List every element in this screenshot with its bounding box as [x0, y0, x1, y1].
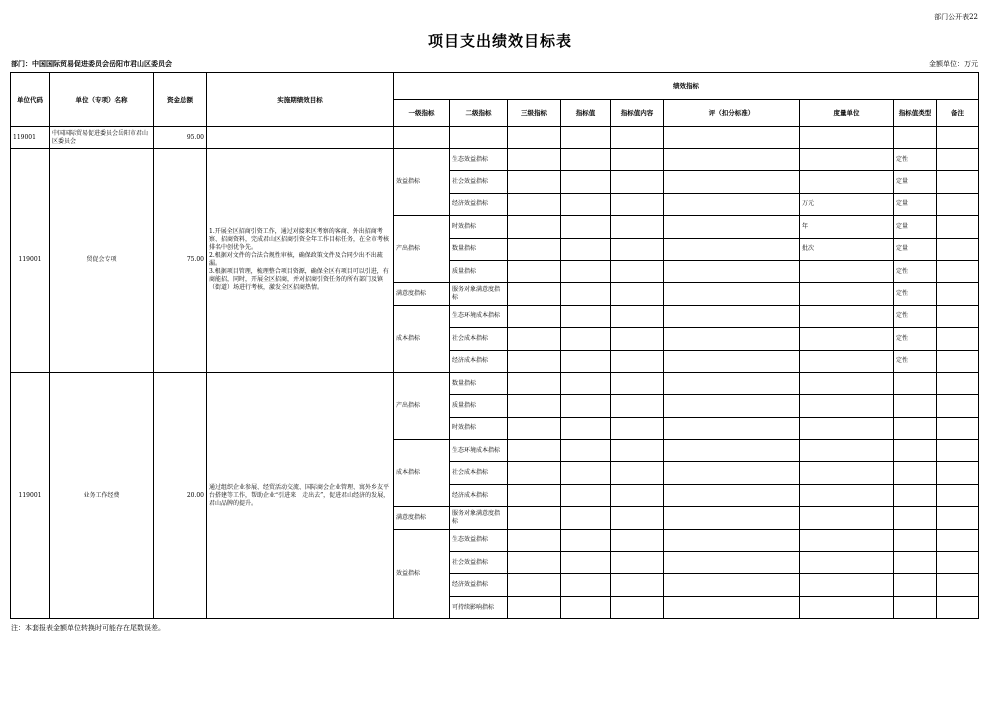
header-unit-code: 单位代码: [11, 73, 50, 127]
header-measure-unit: 度量单位: [800, 100, 894, 127]
page-title: 项目支出绩效目标表: [427, 32, 572, 50]
indicator-content: [611, 440, 664, 462]
project-goals: 1.开展全区招商引资工作，通过对接来区考察的客商、外出招商考察、招商资料，完成君山区招商引资全年工作目标任务，在全市考核排名中创优争先。 2.根据对文件的合法合规性审核，确保政策文件及合同少出不出疏漏。 3.根据项目管理，梳理整合项目资源，确保全区有项目可以引进，有商能招，同时，开展全区招商，并对招商引资任务的所有部门及镇（街道）场进行考核，激发全区招商热情。: [207, 149, 394, 373]
level2-indicator: 社会成本指标: [450, 462, 508, 484]
level2-indicator: 社会效益指标: [450, 171, 508, 193]
value-type: 定性: [894, 283, 937, 305]
indicator-value: [561, 149, 611, 171]
indicator-criteria: [664, 260, 800, 282]
level3-indicator: [508, 238, 561, 260]
indicator-value: [561, 529, 611, 551]
measure-unit: [800, 171, 894, 193]
level2-indicator: 生态效益指标: [450, 529, 508, 551]
summary-name: 中国国际贸易促进委员会岳阳市君山区委员会: [50, 127, 154, 149]
project-amount: 75.00: [154, 149, 207, 373]
level3-indicator: [508, 484, 561, 506]
measure-unit: [800, 552, 894, 574]
project-amount: 20.00: [154, 372, 207, 618]
header-criteria: 评（扣分标准）: [664, 100, 800, 127]
indicator-value: [561, 283, 611, 305]
indicator-criteria: [664, 216, 800, 238]
value-type: [894, 462, 937, 484]
remark: [937, 350, 979, 372]
measure-unit: [800, 507, 894, 529]
performance-goals-table: [10, 72, 979, 619]
measure-unit: [800, 484, 894, 506]
measure-unit: [800, 260, 894, 282]
level1-indicator: 成本指标: [394, 305, 450, 372]
measure-unit: 年: [800, 216, 894, 238]
measure-unit: [800, 283, 894, 305]
indicator-content: [611, 529, 664, 551]
indicator-content: [611, 350, 664, 372]
level2-indicator: 时效指标: [450, 216, 508, 238]
measure-unit: [800, 395, 894, 417]
level2-indicator: 生态环境成本指标: [450, 440, 508, 462]
measure-unit: [800, 149, 894, 171]
header-content: 指标值内容: [611, 100, 664, 127]
remark: [937, 372, 979, 394]
measure-unit: 万元: [800, 193, 894, 215]
header-perf-indicators: 绩效指标: [394, 73, 979, 100]
level2-indicator: 时效指标: [450, 417, 508, 439]
remark: [937, 462, 979, 484]
remark: [937, 417, 979, 439]
indicator-content: [611, 484, 664, 506]
indicator-row: [11, 149, 979, 171]
level1-indicator: 满意度指标: [394, 507, 450, 529]
remark: [937, 171, 979, 193]
level3-indicator: [508, 440, 561, 462]
value-type: [894, 552, 937, 574]
measure-unit: [800, 529, 894, 551]
level3-indicator: [508, 574, 561, 596]
remark: [937, 238, 979, 260]
summary-code: 119001: [11, 127, 50, 149]
value-type: 定性: [894, 350, 937, 372]
indicator-content: [611, 462, 664, 484]
level3-indicator: [508, 417, 561, 439]
value-type: 定性: [894, 305, 937, 327]
summary-goals: [207, 127, 394, 149]
header-level3: 三级指标: [508, 100, 561, 127]
level2-indicator: 经济成本指标: [450, 484, 508, 506]
remark: [937, 484, 979, 506]
level2-indicator: 数量指标: [450, 238, 508, 260]
level2-indicator: 生态效益指标: [450, 149, 508, 171]
indicator-value: [561, 216, 611, 238]
remark: [937, 193, 979, 215]
indicator-criteria: [664, 305, 800, 327]
indicator-value: [561, 238, 611, 260]
remark: [937, 440, 979, 462]
indicator-content: [611, 552, 664, 574]
remark: [937, 507, 979, 529]
level1-indicator: 效益指标: [394, 149, 450, 216]
indicator-content: [611, 260, 664, 282]
indicator-criteria: [664, 529, 800, 551]
table-body: [11, 127, 979, 619]
header-value: 指标值: [561, 100, 611, 127]
measure-unit: [800, 305, 894, 327]
header-value-type: 指标值类型: [894, 100, 937, 127]
measure-unit: [800, 462, 894, 484]
value-type: [894, 484, 937, 506]
indicator-content: [611, 328, 664, 350]
indicator-value: [561, 417, 611, 439]
footnote: 注：本套报表金额单位转换时可能存在尾数误差。: [11, 624, 165, 632]
indicator-criteria: [664, 350, 800, 372]
remark: [937, 574, 979, 596]
indicator-row: [11, 372, 979, 394]
indicator-criteria: [664, 417, 800, 439]
level1-indicator: 效益指标: [394, 529, 450, 619]
value-type: 定量: [894, 171, 937, 193]
measure-unit: [800, 574, 894, 596]
remark: [937, 283, 979, 305]
indicator-value: [561, 440, 611, 462]
level1-indicator: 成本指标: [394, 440, 450, 507]
remark: [937, 395, 979, 417]
remark: [937, 149, 979, 171]
remark: [937, 552, 979, 574]
level2-indicator: 数量指标: [450, 372, 508, 394]
indicator-content: [611, 171, 664, 193]
level3-indicator: [508, 283, 561, 305]
level3-indicator: [508, 171, 561, 193]
value-type: 定量: [894, 193, 937, 215]
level2-indicator: 经济效益指标: [450, 193, 508, 215]
remark: [937, 596, 979, 618]
level2-indicator: 经济成本指标: [450, 350, 508, 372]
value-type: [894, 395, 937, 417]
level3-indicator: [508, 552, 561, 574]
indicator-content: [611, 238, 664, 260]
indicator-value: [561, 328, 611, 350]
indicator-criteria: [664, 440, 800, 462]
indicator-value: [561, 395, 611, 417]
indicator-value: [561, 484, 611, 506]
level2-indicator: 社会效益指标: [450, 552, 508, 574]
value-type: [894, 596, 937, 618]
indicator-value: [561, 171, 611, 193]
level3-indicator: [508, 193, 561, 215]
header-total-funds: 资金总额: [154, 73, 207, 127]
indicator-value: [561, 552, 611, 574]
indicator-criteria: [664, 238, 800, 260]
indicator-content: [611, 574, 664, 596]
summary-row: [11, 127, 979, 149]
level2-indicator: 质量指标: [450, 395, 508, 417]
level3-indicator: [508, 260, 561, 282]
indicator-value: [561, 260, 611, 282]
measure-unit: [800, 328, 894, 350]
level3-indicator: [508, 305, 561, 327]
indicator-criteria: [664, 372, 800, 394]
project-name: 业务工作经费: [50, 372, 154, 618]
level1-indicator: 满意度指标: [394, 283, 450, 305]
summary-amount: 95.00: [154, 127, 207, 149]
level3-indicator: [508, 529, 561, 551]
indicator-criteria: [664, 507, 800, 529]
indicator-content: [611, 417, 664, 439]
indicator-criteria: [664, 484, 800, 506]
value-type: [894, 507, 937, 529]
value-type: 定性: [894, 149, 937, 171]
level2-indicator: 生态环境成本指标: [450, 305, 508, 327]
remark: [937, 216, 979, 238]
remark: [937, 260, 979, 282]
indicator-criteria: [664, 283, 800, 305]
level3-indicator: [508, 507, 561, 529]
measure-unit: 批次: [800, 238, 894, 260]
indicator-value: [561, 596, 611, 618]
remark: [937, 529, 979, 551]
level2-indicator: 可持续影响指标: [450, 596, 508, 618]
level3-indicator: [508, 372, 561, 394]
level2-indicator: 服务对象满意度指标: [450, 507, 508, 529]
indicator-content: [611, 395, 664, 417]
remark: [937, 305, 979, 327]
measure-unit: [800, 440, 894, 462]
indicator-value: [561, 350, 611, 372]
level2-indicator: 社会成本指标: [450, 328, 508, 350]
indicator-criteria: [664, 149, 800, 171]
value-type: [894, 440, 937, 462]
indicator-content: [611, 216, 664, 238]
value-type: 定量: [894, 238, 937, 260]
indicator-criteria: [664, 596, 800, 618]
amount-unit-label: 金额单位：万元: [929, 60, 978, 68]
value-type: [894, 574, 937, 596]
indicator-content: [611, 596, 664, 618]
header-remark: 备注: [937, 100, 979, 127]
indicator-value: [561, 507, 611, 529]
indicator-content: [611, 193, 664, 215]
value-type: [894, 372, 937, 394]
level3-indicator: [508, 216, 561, 238]
header-goals: 实施期绩效目标: [207, 73, 394, 127]
level3-indicator: [508, 328, 561, 350]
level2-indicator: 服务对象满意度指标: [450, 283, 508, 305]
indicator-content: [611, 283, 664, 305]
indicator-criteria: [664, 395, 800, 417]
indicator-criteria: [664, 462, 800, 484]
indicator-value: [561, 193, 611, 215]
value-type: [894, 417, 937, 439]
header-unit-name: 单位（专项）名称: [50, 73, 154, 127]
indicator-content: [611, 507, 664, 529]
project-code: 119001: [11, 149, 50, 373]
project-goals: 通过组织企业参展、经贸活动交流、国际商会企业管理、寓外乡友平台搭建等工作，帮助企业“引进来 走出去”，促进君山经济的发展，君山品牌的提升。: [207, 372, 394, 618]
header-level1: 一级指标: [394, 100, 450, 127]
indicator-criteria: [664, 171, 800, 193]
indicator-value: [561, 462, 611, 484]
project-name: 贸促会专项: [50, 149, 154, 373]
indicator-content: [611, 149, 664, 171]
value-type: [894, 529, 937, 551]
report-number: 部门公开表22: [934, 13, 978, 21]
department-label: 部门：中国国际贸易促进委员会岳阳市君山区委员会: [11, 59, 172, 68]
indicator-value: [561, 372, 611, 394]
measure-unit: [800, 372, 894, 394]
level3-indicator: [508, 462, 561, 484]
level1-indicator: 产出指标: [394, 216, 450, 283]
indicator-value: [561, 574, 611, 596]
measure-unit: [800, 350, 894, 372]
level2-indicator: 质量指标: [450, 260, 508, 282]
level1-indicator: 产出指标: [394, 372, 450, 439]
level3-indicator: [508, 395, 561, 417]
indicator-value: [561, 305, 611, 327]
level3-indicator: [508, 350, 561, 372]
indicator-criteria: [664, 574, 800, 596]
indicator-criteria: [664, 552, 800, 574]
indicator-content: [611, 305, 664, 327]
header-level2: 二级指标: [450, 100, 508, 127]
indicator-criteria: [664, 328, 800, 350]
remark: [937, 328, 979, 350]
level3-indicator: [508, 149, 561, 171]
indicator-content: [611, 372, 664, 394]
value-type: 定量: [894, 216, 937, 238]
indicator-criteria: [664, 193, 800, 215]
value-type: 定性: [894, 328, 937, 350]
project-code: 119001: [11, 372, 50, 618]
measure-unit: [800, 417, 894, 439]
measure-unit: [800, 596, 894, 618]
value-type: 定性: [894, 260, 937, 282]
level3-indicator: [508, 596, 561, 618]
level2-indicator: 经济效益指标: [450, 574, 508, 596]
